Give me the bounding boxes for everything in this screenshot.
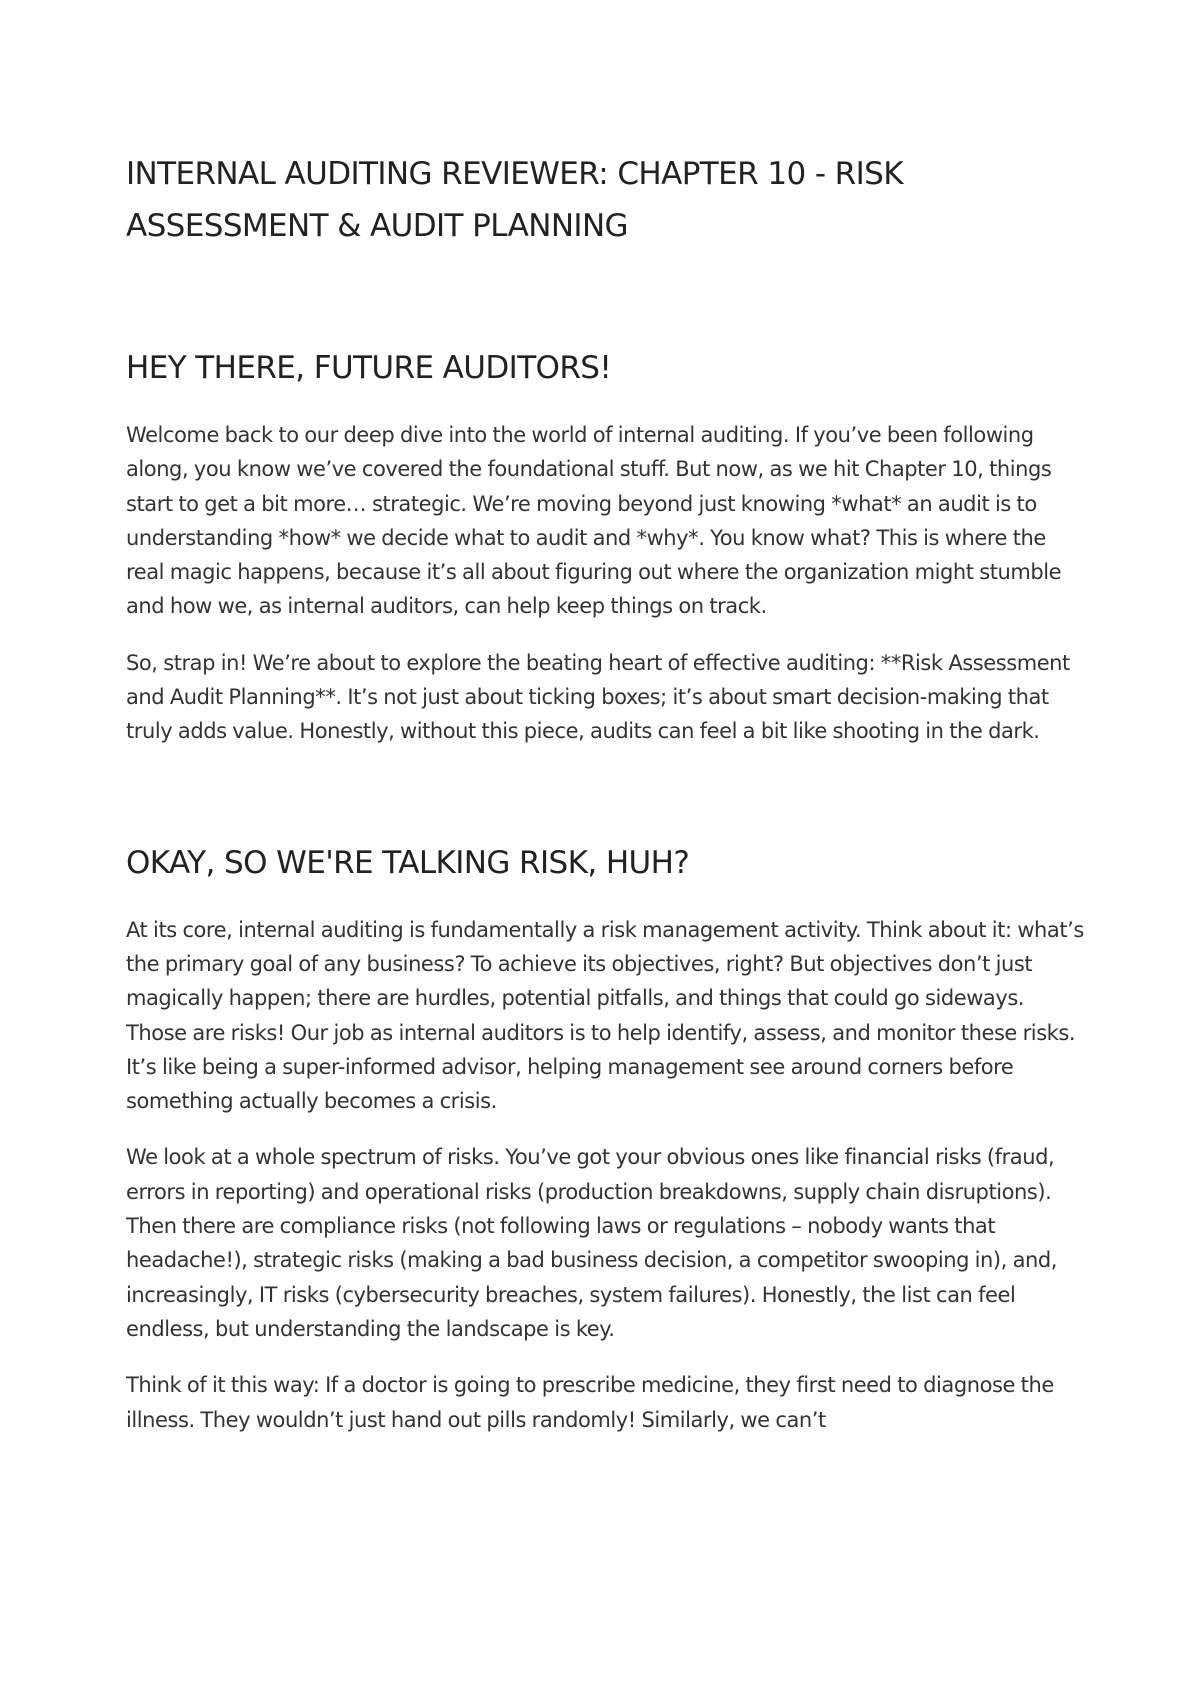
document-title: INTERNAL AUDITING REVIEWER: CHAPTER 10 - RISK ASSESSMENT & AUDIT PLANNING (126, 156, 903, 244)
section-heading: HEY THERE, FUTURE AUDITORS! (126, 350, 612, 386)
paragraph: At its core, internal auditing is fundamentally a risk management activity. Think about it: what’s the primary goal of any business? To achieve its objectives, right? But objectives don’t just magically happen; there are hurdles, potential pitfalls, and things that could go sideways. Those are risks! Our job as internal auditors is to help identify, assess, and monitor these risks. It’s like being a super-informed advisor, helping management see around corners before something actually becomes a crisis. (126, 917, 1084, 1114)
section-future-auditors (126, 348, 1086, 749)
document-page (126, 148, 1086, 1437)
paragraph: So, strap in! We’re about to explore the beating heart of effective auditing: **Risk Assessment and Audit Planning**. It’s not just about ticking boxes; it’s about smart decision-making that truly adds value. Honestly, without this piece, audits can feel a bit like shooting in the dark. (126, 650, 1070, 744)
paragraph: We look at a whole spectrum of risks. You’ve got your obvious ones like financial risks (fraud, errors in reporting) and operational risks (production breakdowns, supply chain disruptions). Then there are compliance risks (not following laws or regulations – nobody wants that headache!), strategic risks (making a bad business decision, a competitor swooping in), and, increasingly, IT risks (cybersecurity breaches, system failures). Honestly, the list can feel endless, but understanding the landscape is key. (126, 1145, 1057, 1341)
section-heading: OKAY, SO WE'RE TALKING RISK, HUH? (126, 844, 690, 881)
paragraph: Welcome back to our deep dive into the world of internal auditing. If you’ve been following along, you know we’ve covered the foundational stuff. But now, as we hit Chapter 10, things start to get a bit more… strategic. We’re moving beyond just knowing *what* an audit is to understanding *how* we decide what to audit and *why*. You know what? This is where the real magic happens, because it’s all about figuring out where the organization might stumble and how we, as internal auditors, can help keep things on track. (126, 423, 1062, 619)
paragraph: Think of it this way: If a doctor is going to prescribe medicine, they first need to diagnose the illness. They wouldn’t just hand out pills randomly! Similarly, we can’t (126, 1373, 1054, 1432)
section-talking-risk (126, 843, 1086, 1437)
